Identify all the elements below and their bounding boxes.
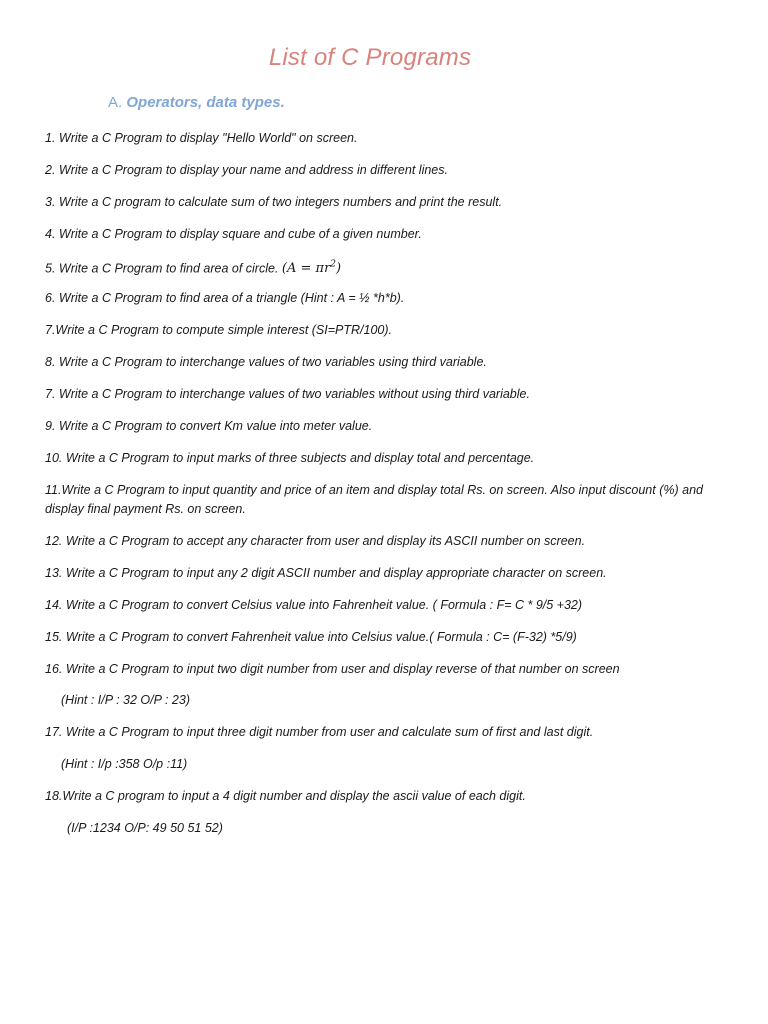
- program-item-8: 8. Write a C Program to interchange values of two variables using third variable.: [45, 355, 487, 369]
- formula-exponent: 2: [330, 260, 337, 270]
- program-item-17: 17. Write a C Program to input three digit number from user and calculate sum of first and last digit.: [45, 725, 594, 739]
- program-item-16-hint: (Hint : I/P : 32 O/P : 23): [61, 693, 190, 707]
- program-item-12: 12. Write a C Program to accept any character from user and display its ASCII number on screen.: [45, 534, 586, 548]
- program-item-3: 3. Write a C program to calculate sum of two integers numbers and print the result.: [45, 195, 503, 209]
- program-item-5: [45, 256, 735, 278]
- program-item-7b: 7. Write a C Program to interchange values of two variables without using third variable.: [45, 387, 530, 401]
- program-item-4: 4. Write a C Program to display square and cube of a given number.: [45, 227, 422, 241]
- formula-close-paren: ): [336, 261, 342, 277]
- program-item-15: 15. Write a C Program to convert Fahrenheit value into Celsius value.( Formula : C= (F-32) *5/9): [45, 630, 577, 644]
- program-item-2: 2. Write a C Program to display your name and address in different lines.: [45, 163, 448, 177]
- program-item-13: 13. Write a C Program to input any 2 digit ASCII number and display appropriate character on screen.: [45, 566, 607, 580]
- program-item-10: 10. Write a C Program to input marks of three subjects and display total and percentage.: [45, 451, 535, 465]
- program-item-18-hint: (I/P :1234 O/P: 49 50 51 52): [67, 821, 223, 835]
- formula-lhs: A: [286, 261, 297, 277]
- program-item-6: 6. Write a C Program to find area of a triangle (Hint : A = ½ *h*b).: [45, 291, 405, 305]
- program-item-16: 16. Write a C Program to input two digit number from user and display reverse of that number on screen: [45, 662, 620, 676]
- program-item-14: 14. Write a C Program to convert Celsius value into Fahrenheit value. ( Formula : F= C * 9/5 +32): [45, 598, 583, 612]
- program-item-5-text: 5. Write a C Program to find area of circle.: [45, 261, 282, 276]
- section-letter: A.: [108, 94, 123, 111]
- program-item-1: 1. Write a C Program to display "Hello World" on screen.: [45, 131, 358, 145]
- program-item-18: 18.Write a C program to input a 4 digit number and display the ascii value of each digit.: [45, 789, 526, 803]
- page-title: List of C Programs: [268, 44, 472, 71]
- program-item-9: 9. Write a C Program to convert Km value into meter value.: [45, 419, 373, 433]
- program-item-11: 11.Write a C Program to input quantity and price of an item and display total Rs. on screen. Also input discount (%) and display final payment Rs. on screen.: [45, 483, 703, 516]
- section-name: Operators, data types.: [126, 94, 285, 111]
- section-heading: [108, 94, 285, 111]
- formula-pi: π: [315, 261, 325, 277]
- formula-r: r: [324, 261, 331, 277]
- formula-open-paren: (: [281, 261, 287, 277]
- circle-area-formula: [282, 261, 341, 276]
- formula-equals: =: [296, 261, 316, 277]
- program-item-7: 7.Write a C Program to compute simple interest (SI=PTR/100).: [45, 323, 392, 337]
- program-item-17-hint: (Hint : I/p :358 O/p :11): [61, 757, 188, 771]
